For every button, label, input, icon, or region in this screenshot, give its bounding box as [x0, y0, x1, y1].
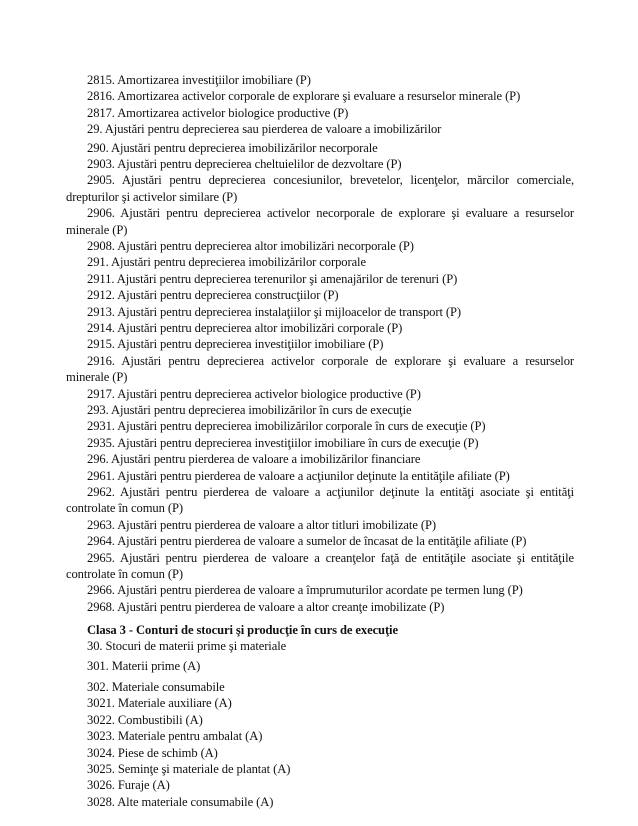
account-line: 2962. Ajustări pentru pierderea de valoare a acţiunilor deţinute la entităţi asociate şi entităţi: [87, 485, 574, 500]
account-line: 2965. Ajustări pentru pierderea de valoare a creanţelor faţă de entităţile asociate şi entităţile: [87, 550, 574, 565]
account-line: 2961. Ajustări pentru pierderea de valoare a acţiunilor deţinute la entităţile afiliate (P): [87, 468, 510, 483]
account-line: 3028. Alte materiale consumabile (A): [87, 794, 274, 809]
account-line: 3022. Combustibili (A): [87, 712, 203, 727]
account-line: controlate în comun (P): [66, 501, 183, 516]
account-line: 2817. Amortizarea activelor biologice productive (P): [87, 105, 349, 120]
account-line: 2917. Ajustări pentru deprecierea activelor biologice productive (P): [87, 386, 421, 401]
class-heading: Clasa 3 - Conturi de stocuri şi producţie în curs de execuţie: [87, 623, 398, 638]
account-line: 2916. Ajustări pentru deprecierea activelor corporale de explorare şi evaluare a resurselor: [87, 353, 574, 368]
account-line: controlate în comun (P): [66, 567, 183, 582]
account-line: 301. Materii prime (A): [87, 658, 201, 673]
account-line: 3024. Piese de schimb (A): [87, 745, 218, 760]
account-line: 2915. Ajustări pentru deprecierea investiţiilor imobiliare (P): [87, 337, 384, 352]
account-line: 2908. Ajustări pentru deprecierea altor imobilizări necorporale (P): [87, 238, 414, 253]
account-line: 2903. Ajustări pentru deprecierea cheltuielilor de dezvoltare (P): [87, 156, 402, 171]
account-line: 2968. Ajustări pentru pierderea de valoare a altor creanţe imobilizate (P): [87, 599, 445, 614]
account-line: 2905. Ajustări pentru deprecierea concesiunilor, brevetelor, licenţelor, mărcilor comerciale,: [87, 173, 574, 188]
account-line: 2931. Ajustări pentru deprecierea imobilizărilor corporale în curs de execuţie (P): [87, 419, 486, 434]
account-line: 3023. Materiale pentru ambalat (A): [87, 729, 263, 744]
account-line: 3021. Materiale auxiliare (A): [87, 696, 232, 711]
account-line: minerale (P): [66, 222, 128, 237]
account-line: 2906. Ajustări pentru deprecierea activelor necorporale de explorare şi evaluare a resurselor: [87, 206, 574, 221]
account-line: 2815. Amortizarea investiţiilor imobiliare (P): [87, 73, 311, 87]
account-line: 29. Ajustări pentru deprecierea sau pierderea de valoare a imobilizărilor: [87, 122, 442, 137]
account-line: 291. Ajustări pentru deprecierea imobilizărilor corporale: [87, 255, 366, 270]
account-line: 2935. Ajustări pentru deprecierea investiţiilor imobiliare în curs de execuţie (P): [87, 435, 479, 450]
account-line: 2963. Ajustări pentru pierderea de valoare a altor titluri imobilizate (P): [87, 517, 436, 532]
account-line: 293. Ajustări pentru deprecierea imobilizărilor în curs de execuţie: [87, 403, 412, 418]
account-line: 302. Materiale consumabile: [87, 679, 225, 694]
account-line: 3026. Furaje (A): [87, 778, 170, 793]
account-line: 2911. Ajustări pentru deprecierea terenurilor şi amenajărilor de terenuri (P): [87, 271, 458, 286]
account-line: 2816. Amortizarea activelor corporale de explorare şi evaluare a resurselor minerale (P): [87, 89, 521, 104]
account-line: 3025. Seminţe şi materiale de plantat (A): [87, 762, 291, 776]
account-line: 30. Stocuri de materii prime şi materiale: [87, 639, 287, 654]
account-line: minerale (P): [66, 370, 128, 385]
account-line: 2964. Ajustări pentru pierderea de valoare a sumelor de încasat de la entităţile afiliate (P): [87, 534, 527, 549]
account-line: 2913. Ajustări pentru deprecierea instalaţiilor şi mijloacelor de transport (P): [87, 304, 461, 319]
account-line: 296. Ajustări pentru pierderea de valoare a imobilizărilor financiare: [87, 452, 421, 467]
account-line: drepturilor şi activelor similare (P): [66, 189, 238, 204]
account-line: 2914. Ajustări pentru deprecierea altor imobilizări corporale (P): [87, 321, 403, 335]
account-line: 290. Ajustări pentru deprecierea imobilizărilor necorporale: [87, 140, 378, 155]
account-line: 2912. Ajustări pentru deprecierea construcţiilor (P): [87, 288, 339, 303]
account-line: 2966. Ajustări pentru pierderea de valoare a împrumuturilor acordate pe termen lung (P): [87, 583, 523, 598]
